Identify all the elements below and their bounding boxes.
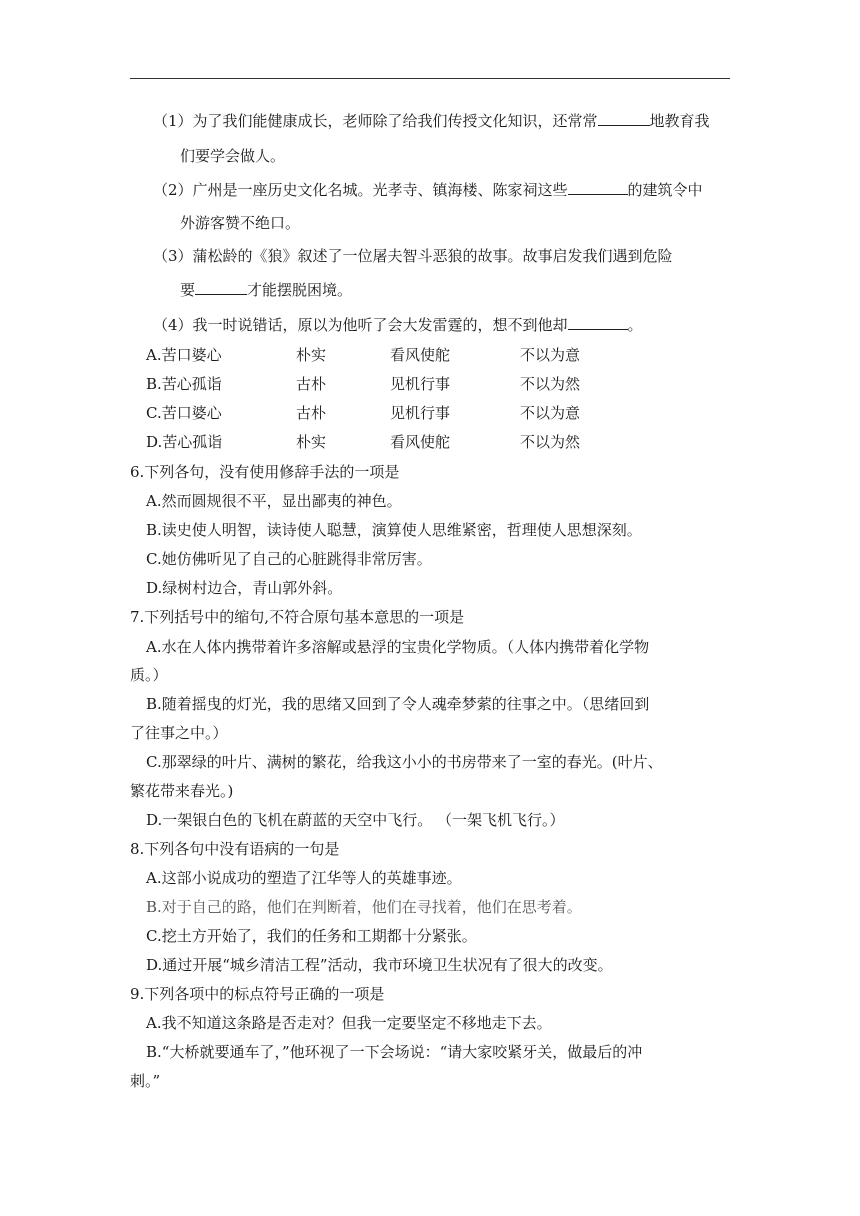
q8-option-b[interactable]: B.对于自己的路，他们在判断着，他们在寻找着，他们在思考着。 [146,898,582,916]
answer-blank[interactable] [568,180,628,195]
option-word-3: 见机行事 [390,375,451,393]
q9-option-b[interactable]: B.“大桥就要通车了，”他环视了一下会场说：“请大家咬紧牙关，做最后的冲 [146,1043,643,1061]
q7-option-b[interactable]: B.随着摇曳的灯光，我的思绪又回到了令人魂牵梦萦的往事之中。（思绪回到 [146,695,650,713]
q7-option-b-cont: 了往事之中。） [130,724,228,742]
text: 。 [627,316,643,334]
q6-stem: 6.下列各句，没有使用修辞手法的一项是 [130,463,400,481]
option-word-2: 朴实 [296,346,327,364]
q7-option-c-cont: 繁花带来春光。) [130,782,234,800]
option-label: B.苦心孤诣 [146,375,222,393]
text: 要 [180,281,196,299]
answer-blank[interactable] [568,315,628,330]
option-word-3: 见机行事 [390,404,451,422]
q7-option-a[interactable]: A.水在人体内携带着许多溶解或悬浮的宝贵化学物质。（人体内携带着化学物 [146,638,650,656]
option-label: A.苦口婆心 [146,346,222,364]
header-rule [130,78,730,79]
q8-option-c[interactable]: C.挖土方开始了，我们的任务和工期都十分紧张。 [146,927,477,945]
q7-stem: 7.下列括号中的缩句,不符合原句基本意思的一项是 [130,608,465,626]
q5-sentence-4 [153,315,643,335]
q5-sentence-3: （3）蒲松龄的《狼》叙述了一位屠夫智斗恶狼的故事。故事启发我们遇到危险 [153,247,673,265]
q8-stem: 8.下列各句中没有语病的一句是 [130,840,340,858]
q5-sentence-3-cont [180,280,352,300]
q6-option-b[interactable]: B.读史使人明智，读诗使人聪慧，演算使人思维紧密，哲理使人思想深刻。 [146,521,642,539]
option-word-3: 看风使舵 [390,346,451,364]
q7-option-c[interactable]: C.那翠绿的叶片、满树的繁花，给我这小小的书房带来了一室的春光。(叶片、 [146,753,663,771]
text: （2）广州是一座历史文化名城。光孝寺、镇海楼、陈家祠这些 [153,181,568,199]
option-word-4: 不以为意 [520,404,581,422]
q7-option-d[interactable]: D.一架银白色的飞机在蔚蓝的天空中飞行。 （一架飞机飞行。） [146,811,565,829]
option-word-4: 不以为然 [520,433,581,451]
q8-option-d[interactable]: D.通过开展“城乡清洁工程”活动，我市环境卫生状况有了很大的改变。 [146,956,613,974]
text: 的建筑令中 [627,181,703,199]
text: 才能摆脱困境。 [247,281,353,299]
q5-sentence-2 [153,180,703,200]
answer-blank[interactable] [195,280,247,295]
q6-option-d[interactable]: D.绿树村边合，青山郭外斜。 [146,579,343,597]
text: （4）我一时说错话，原以为他听了会大发雷霆的，想不到他却 [153,316,568,334]
option-word-3: 看风使舵 [390,433,451,451]
q5-sentence-1 [153,111,710,131]
option-word-2: 古朴 [296,404,327,422]
q5-sentence-2-cont: 外游客赞不绝口。 [180,214,301,232]
q7-option-a-cont: 质。） [130,666,168,684]
option-word-4: 不以为然 [520,375,581,393]
answer-blank[interactable] [598,111,650,126]
option-word-2: 古朴 [296,375,327,393]
option-word-2: 朴实 [296,433,327,451]
text: 地教育我 [649,112,710,130]
q6-option-a[interactable]: A.然而圆规很不平，显出鄙夷的神色。 [146,492,402,510]
q9-option-b-cont: 刺。” [130,1072,161,1090]
option-label: C.苦口婆心 [146,404,222,422]
q9-stem: 9.下列各项中的标点符号正确的一项是 [130,985,385,1003]
text: （1）为了我们能健康成长，老师除了给我们传授文化知识，还常常 [153,112,598,130]
option-label: D.苦心孤诣 [146,433,223,451]
q6-option-c[interactable]: C.她仿佛听见了自己的心脏跳得非常厉害。 [146,550,432,568]
q9-option-a[interactable]: A.我不知道这条路是否走对？但我一定要坚定不移地走下去。 [146,1014,552,1032]
option-word-4: 不以为意 [520,346,581,364]
q8-option-a[interactable]: A.这部小说成功的塑造了江华等人的英雄事迹。 [146,869,462,887]
q5-sentence-1-cont: 们要学会做人。 [180,147,286,165]
